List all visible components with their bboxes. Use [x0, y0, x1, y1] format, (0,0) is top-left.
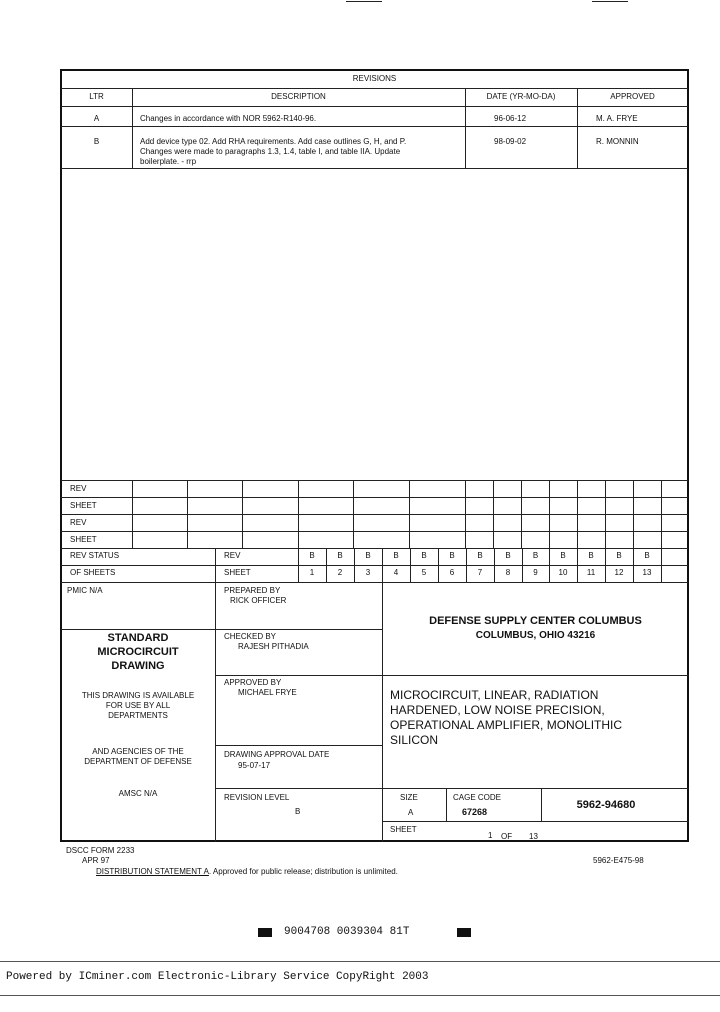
table-row-approved: R. MONNIN [596, 137, 639, 146]
form-number: DSCC FORM 2233 [66, 846, 135, 855]
grid-row-label: SHEET [70, 535, 97, 544]
approval-date-label: DRAWING APPROVAL DATE [224, 750, 330, 759]
distribution-label: DISTRIBUTION STATEMENT A [96, 867, 209, 876]
sheet-label: SHEET [390, 825, 417, 834]
barcode-block-right [457, 928, 471, 937]
footer-rule [0, 961, 720, 962]
table-row-ltr: A [93, 114, 100, 123]
distribution-text: . Approved for public release; distribution is unlimited. [208, 867, 398, 876]
approved-label: APPROVED BY [224, 678, 282, 687]
agency-name: DEFENSE SUPPLY CENTER COLUMBUS [429, 615, 642, 627]
table-row-ltr: B [93, 137, 100, 146]
sheet-cell: 11 [586, 568, 596, 577]
sheet-cell: 12 [614, 568, 624, 577]
sheet-number: 1 [488, 831, 493, 840]
sheet-cell: 5 [421, 568, 427, 577]
size-label: SIZE [400, 793, 418, 802]
sheet-total: 13 [529, 832, 538, 841]
sheet-cell: 1 [309, 568, 315, 577]
approval-date: 95-07-17 [238, 761, 271, 770]
drawing-title: MICROCIRCUIT, LINEAR, RADIATION HARDENED, LOW NOISE PRECISION, OPERATIONAL AMPLIFIER, MONOLITHIC SILICON [390, 688, 623, 747]
sheet-cell: 13 [642, 568, 652, 577]
grid-row-label: SHEET [70, 501, 97, 510]
document-code: 5962-E475-98 [593, 856, 644, 865]
cage-label: CAGE CODE [453, 793, 502, 802]
rev-cell: B [588, 551, 594, 560]
rev-status-label: REV STATUS [70, 551, 120, 560]
sheet-cell: 8 [505, 568, 511, 577]
rev-cell: B [477, 551, 483, 560]
revisions-description-header: DESCRIPTION [271, 92, 326, 101]
table-row-approved: M. A. FRYE [596, 114, 638, 123]
distribution-statement [96, 868, 398, 876]
sheet-label: SHEET [224, 568, 251, 577]
sheet-cell: 9 [533, 568, 538, 577]
sheet-cell: 4 [393, 568, 399, 577]
revisions-date-header: DATE (YR-MO-DA) [486, 92, 556, 101]
revisions-title: REVISIONS [352, 74, 397, 83]
table-row-description: Changes were made to paragraphs 1.3, 1.4, table I, and table IIA. Update [140, 147, 401, 156]
drawing-number: 5962-94680 [576, 799, 636, 811]
revisions-approved-header: APPROVED [610, 92, 655, 101]
rev-cell: B [365, 551, 371, 560]
checked-by: RAJESH PITHADIA [238, 642, 309, 651]
powered-by: Powered by ICminer.com Electronic-Library Service CopyRight 2003 [6, 971, 429, 983]
sheet-cell: 3 [365, 568, 371, 577]
agencies-note: AND AGENCIES OF THE DEPARTMENT OF DEFENSE [84, 747, 192, 766]
rev-cell: B [532, 551, 539, 560]
rev-cell: B [421, 551, 427, 560]
table-row-date: 98-09-02 [494, 137, 527, 146]
sheet-of-label: OF [501, 832, 513, 841]
barcode-text: 9004708 0039304 81T [284, 926, 410, 938]
standard-drawing-title: STANDARD MICROCIRCUIT DRAWING [97, 632, 179, 672]
grid-row-label: REV [70, 518, 87, 527]
prepared-by: RICK OFFICER [230, 596, 287, 605]
amsc-label: AMSC N/A [118, 789, 158, 798]
table-row-description: Changes in accordance with NOR 5962-R140-96. [140, 114, 317, 123]
agency-city: COLUMBUS, OHIO 43216 [475, 630, 596, 641]
footer-rule [0, 995, 720, 996]
rev-cell: B [505, 551, 511, 560]
pmic-label: PMIC N/A [67, 586, 103, 595]
rev-label: REV [224, 551, 241, 560]
top-mark [346, 1, 382, 2]
rev-cell: B [644, 551, 650, 560]
sheet-cell: 6 [449, 568, 455, 577]
table-row-description: boilerplate. - rrp [140, 157, 197, 166]
table-row-date: 96-06-12 [494, 114, 527, 123]
checked-label: CHECKED BY [224, 632, 277, 641]
revision-level-label: REVISION LEVEL [224, 793, 290, 802]
revision-level: B [295, 807, 301, 816]
of-sheets-label: OF SHEETS [70, 568, 116, 577]
form-date: APR 97 [82, 856, 110, 865]
barcode-block-left [258, 928, 272, 937]
rev-cell: B [449, 551, 455, 560]
grid-row-label: REV [70, 484, 87, 493]
rev-cell: B [337, 551, 343, 560]
sheet-cell: 2 [337, 568, 343, 577]
rev-cell: B [309, 551, 315, 560]
size-value: A [408, 808, 414, 817]
cage-value: 67268 [462, 807, 488, 817]
top-mark [592, 1, 628, 2]
rev-cell: B [393, 551, 399, 560]
sheet-cell: 7 [477, 568, 483, 577]
availability-note: THIS DRAWING IS AVAILABLE FOR USE BY ALL DEPARTMENTS [81, 691, 195, 720]
table-row-description: Add device type 02. Add RHA requirements. Add case outlines G, H, and P. [140, 137, 407, 146]
rev-cell: B [616, 551, 622, 560]
rev-cell: B [560, 551, 566, 560]
revisions-ltr-header: LTR [89, 92, 104, 101]
approved-by: MICHAEL FRYE [238, 688, 297, 697]
prepared-label: PREPARED BY [224, 586, 281, 595]
sheet-cell: 10 [558, 568, 568, 577]
